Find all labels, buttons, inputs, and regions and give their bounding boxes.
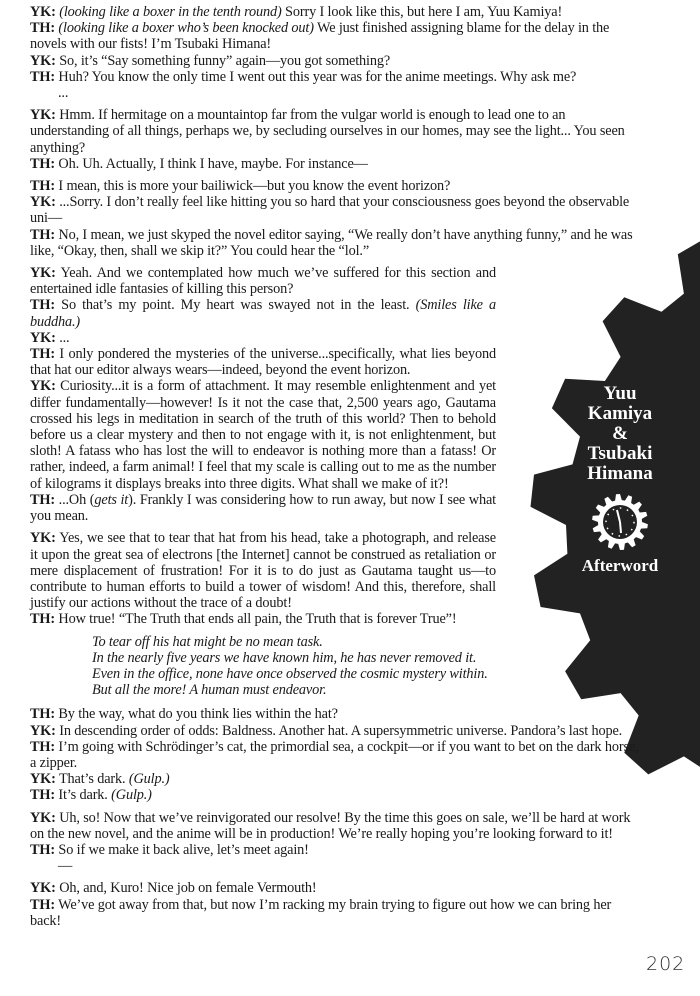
- line-text: Uh, so! Now that we’ve reinvigorated our resolve! By the time this goes on sale, we’ll be hard at work on the new novel, and the anime will be in production! We’re really hoping you’re looking forward to it!: [30, 809, 631, 842]
- speaker-label: YK:: [30, 880, 56, 897]
- stage-direction: (Gulp.): [111, 787, 152, 804]
- dialogue-line: [30, 346, 496, 378]
- line-text: It’s dark.: [58, 787, 112, 804]
- dialogue-line: [30, 297, 496, 329]
- speaker-label: TH:: [30, 787, 55, 804]
- dialogue-group: [30, 810, 644, 875]
- afterword-dialogue: [30, 4, 644, 935]
- dialogue-line: [30, 227, 644, 259]
- speaker-label: TH:: [30, 297, 55, 314]
- dialogue-line: [30, 69, 644, 85]
- line-text: We’ve got away from that, but now I’m racking my brain trying to figure out how we can bring her back!: [30, 896, 612, 929]
- dialogue-group: [30, 265, 496, 524]
- dialogue-line: [30, 85, 644, 101]
- line-text: We just finished assigning blame for the delay in the novels with our fists! I’m Tsubaki Himana!: [30, 20, 610, 53]
- dialogue-line: [30, 739, 644, 771]
- speaker-label: TH:: [30, 611, 55, 628]
- line-text: ...Oh (: [58, 491, 95, 508]
- dialogue-line: [30, 842, 644, 858]
- dialogue-group: [30, 706, 644, 803]
- poem-line: [92, 650, 644, 666]
- dialogue-line: [30, 20, 644, 52]
- dialogue-line: [30, 723, 644, 739]
- line-text: Oh, and, Kuro! Nice job on female Vermouth!: [59, 880, 317, 897]
- stage-direction: gets it: [94, 491, 129, 508]
- dialogue-line: [30, 706, 644, 722]
- speaker-label: YK:: [30, 329, 56, 346]
- line-text: Hmm. If hermitage on a mountaintop far from the vulgar world is enough to lead one to an understanding of all things, perhaps we, by secluding ourselves in our homes, may see the light... You seen anything?: [30, 107, 625, 156]
- dialogue-line: [30, 178, 644, 194]
- dialogue-line: [30, 265, 496, 297]
- line-text: I’m going with Schrödinger’s cat, the primordial sea, a cockpit—or if you want to bet on the dark horse, a zipper.: [30, 738, 639, 771]
- poem-block: [30, 634, 644, 699]
- speaker-label: TH:: [30, 346, 55, 363]
- line-text: So if we make it back alive, let’s meet again!: [58, 841, 309, 858]
- line-text: In descending order of odds: Baldness. Another hat. A supersymmetric universe. Pandora’s last hope.: [59, 722, 623, 739]
- speaker-label: YK:: [30, 107, 56, 124]
- dialogue-group: [30, 107, 644, 172]
- line-text: Yeah. And we contemplated how much we’ve suffered for this section and entertained idle fantasies of killing this person?: [30, 265, 496, 298]
- speaker-label: YK:: [30, 809, 56, 826]
- dialogue-line: [30, 378, 496, 491]
- line-text: No, I mean, we just skyped the novel editor saying, “We really don’t have anything funny,” and he was like, “Okay, then, shall we skip it?” You could hear the “lol.”: [30, 226, 633, 259]
- author-name-line: Kamiya: [587, 403, 653, 424]
- speaker-label: TH:: [30, 896, 55, 913]
- dialogue-line: [30, 156, 644, 172]
- line-text: But all the more! A human must endeavor.: [92, 682, 327, 699]
- line-text: ...: [58, 85, 69, 102]
- dialogue-line: [30, 611, 644, 627]
- stage-direction: (looking like a boxer who’s been knocked out): [58, 20, 314, 37]
- speaker-label: TH:: [30, 738, 55, 755]
- dialogue-line: [30, 194, 644, 226]
- poem-line: [92, 682, 644, 698]
- speaker-label: TH:: [30, 706, 55, 723]
- stage-direction: (Smiles like a buddha.): [30, 297, 497, 330]
- line-text: ). Frankly I was considering how to run away, but now I see what you mean.: [30, 491, 496, 525]
- dialogue-line: [30, 858, 644, 874]
- speaker-label: TH:: [30, 226, 55, 243]
- line-text: In the nearly five years we have known him, he has never removed it.: [92, 649, 477, 666]
- line-text: By the way, what do you think lies within the hat?: [58, 706, 338, 723]
- speaker-label: TH:: [30, 20, 55, 37]
- dialogue-line: [30, 330, 496, 346]
- line-text: So, it’s “Say something funny” again—you got something?: [59, 52, 391, 69]
- line-text: How true! “The Truth that ends all pain, the Truth that is forever True”!: [58, 611, 457, 628]
- line-text: I only pondered the mysteries of the universe...specifically, what lies beyond that hat our editor always wears—indeed, beyond the event horizon.: [30, 346, 496, 379]
- speaker-label: TH:: [30, 841, 55, 858]
- line-text: ...: [59, 329, 70, 346]
- poem-line: [92, 634, 644, 650]
- speaker-label: YK:: [30, 265, 56, 282]
- dialogue-line: [30, 787, 644, 803]
- dialogue-line: [30, 530, 496, 611]
- section-title: Afterword: [581, 556, 659, 575]
- dialogue-line: [30, 492, 496, 524]
- speaker-label: TH:: [30, 68, 55, 85]
- dialogue-line: [30, 771, 644, 787]
- line-text: Huh? You know the only time I went out this year was for the anime meetings. Why ask me?: [58, 68, 577, 85]
- line-text: To tear off his hat might be no mean task.: [92, 633, 323, 650]
- speaker-label: YK:: [30, 722, 56, 739]
- line-text: Yes, we see that to tear that hat from his head, take a photograph, and release it upon the great sea of electrons [the Internet] cannot be construed as retaliation or mere displacement of frustration! For it is to do just as Gautama taught us—to contribute to human efforts to build a tower of wisdom! And this, therefore, shall justify our actions without the trace of a doubt!: [30, 530, 496, 612]
- author-name-line: Yuu: [603, 383, 637, 404]
- dialogue-line: [30, 810, 644, 842]
- dialogue-line: [30, 53, 644, 69]
- stage-direction: (Gulp.): [128, 771, 170, 788]
- poem-line: [92, 666, 644, 682]
- authors-title: [560, 384, 680, 484]
- speaker-label: YK:: [30, 52, 56, 69]
- speaker-label: TH:: [30, 178, 55, 195]
- line-text: Sorry I look like this, but here I am, Yuu Kamiya!: [281, 4, 563, 20]
- stage-direction: (looking like a boxer in the tenth round): [59, 4, 282, 20]
- dialogue-line: [30, 4, 644, 20]
- dialogue-group: [30, 530, 496, 611]
- line-text: I mean, this is more your bailiwick—but you know the event horizon?: [58, 178, 451, 195]
- line-text: That’s dark.: [58, 771, 129, 788]
- page-number: 202: [646, 953, 686, 975]
- dialogue-group: [30, 178, 644, 259]
- line-text: Even in the office, none have once observed the cosmic mystery within.: [92, 665, 488, 682]
- dialogue-group: [30, 4, 644, 101]
- dialogue-line: [30, 107, 644, 156]
- line-text: So that’s my point. My heart was swayed not in the least.: [61, 297, 416, 314]
- author-name-line: Himana: [587, 463, 653, 484]
- speaker-label: YK:: [30, 194, 56, 211]
- dialogue-group: [30, 611, 644, 627]
- line-text: Oh. Uh. Actually, I think I have, maybe. For instance—: [58, 155, 368, 172]
- line-text: Curiosity...it is a form of attachment. It may resemble enlightenment and yet differ fundamentally—however! Is it not the case that, 2,500 years ago, Gautama crossed his legs in meditation in search of the truth of this world? Then to behold before us a clear mystery and then to not engage with it, is not enlightenment, but sloth! A fatass who has lost the will to endeavor is nothing more than a fatass! Or rather, indeed, a farm animal! I feel that my scale is calling out to me as the number of kilograms it displays breaks into three digits. What shall we make of it?!: [30, 378, 496, 492]
- line-text: ...Sorry. I don’t really feel like hitting you so hard that your consciousness goes beyond the observable uni—: [30, 194, 630, 227]
- speaker-label: TH:: [30, 155, 55, 172]
- dialogue-group: [30, 880, 644, 929]
- dialogue-line: [30, 897, 644, 929]
- author-name-line: &: [612, 423, 628, 444]
- dialogue-line: [30, 880, 644, 896]
- speaker-label: YK:: [30, 378, 56, 395]
- speaker-label: YK:: [30, 771, 56, 788]
- speaker-label: TH:: [30, 491, 55, 508]
- speaker-label: YK:: [30, 4, 56, 20]
- line-text: —: [58, 858, 73, 875]
- author-name-line: Tsubaki: [587, 443, 653, 464]
- speaker-label: YK:: [30, 530, 56, 547]
